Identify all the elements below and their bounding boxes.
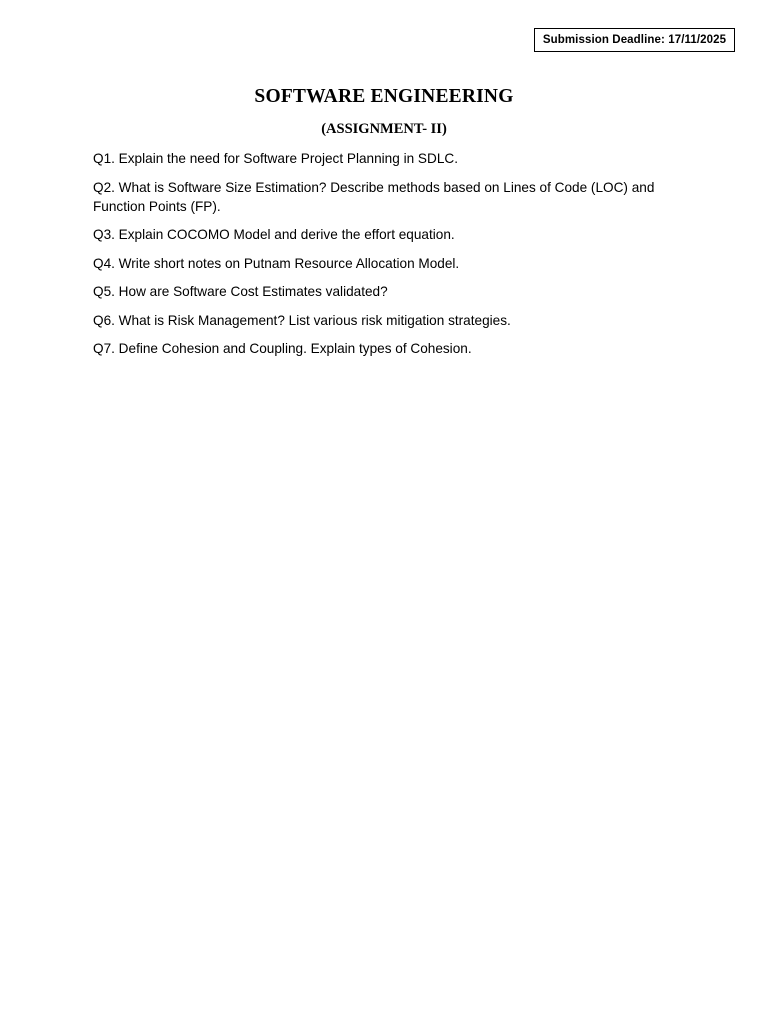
question-item-1: Q1. Explain the need for Software Project Planning in SDLC.: [93, 151, 458, 166]
question-item-2: Q2. What is Software Size Estimation? Describe methods based on Lines of Code (LOC) and Function Points (FP).: [93, 179, 655, 214]
page-title: SOFTWARE ENGINEERING: [254, 86, 514, 107]
assignment-subtitle: (ASSIGNMENT- II): [321, 121, 447, 137]
submission-deadline-box: Submission Deadline: 17/11/2025: [534, 28, 735, 52]
question-item-7: Q7. Define Cohesion and Coupling. Explain types of Cohesion.: [93, 341, 472, 356]
question-list: [93, 149, 673, 368]
question-item-3: Q3. Explain COCOMO Model and derive the effort equation.: [93, 227, 455, 242]
question-item-4: Q4. Write short notes on Putnam Resource Allocation Model.: [93, 255, 460, 271]
question-item-5: Q5. How are Software Cost Estimates validated?: [93, 284, 388, 299]
question-item-6: Q6. What is Risk Management? List various risk mitigation strategies.: [93, 312, 511, 328]
